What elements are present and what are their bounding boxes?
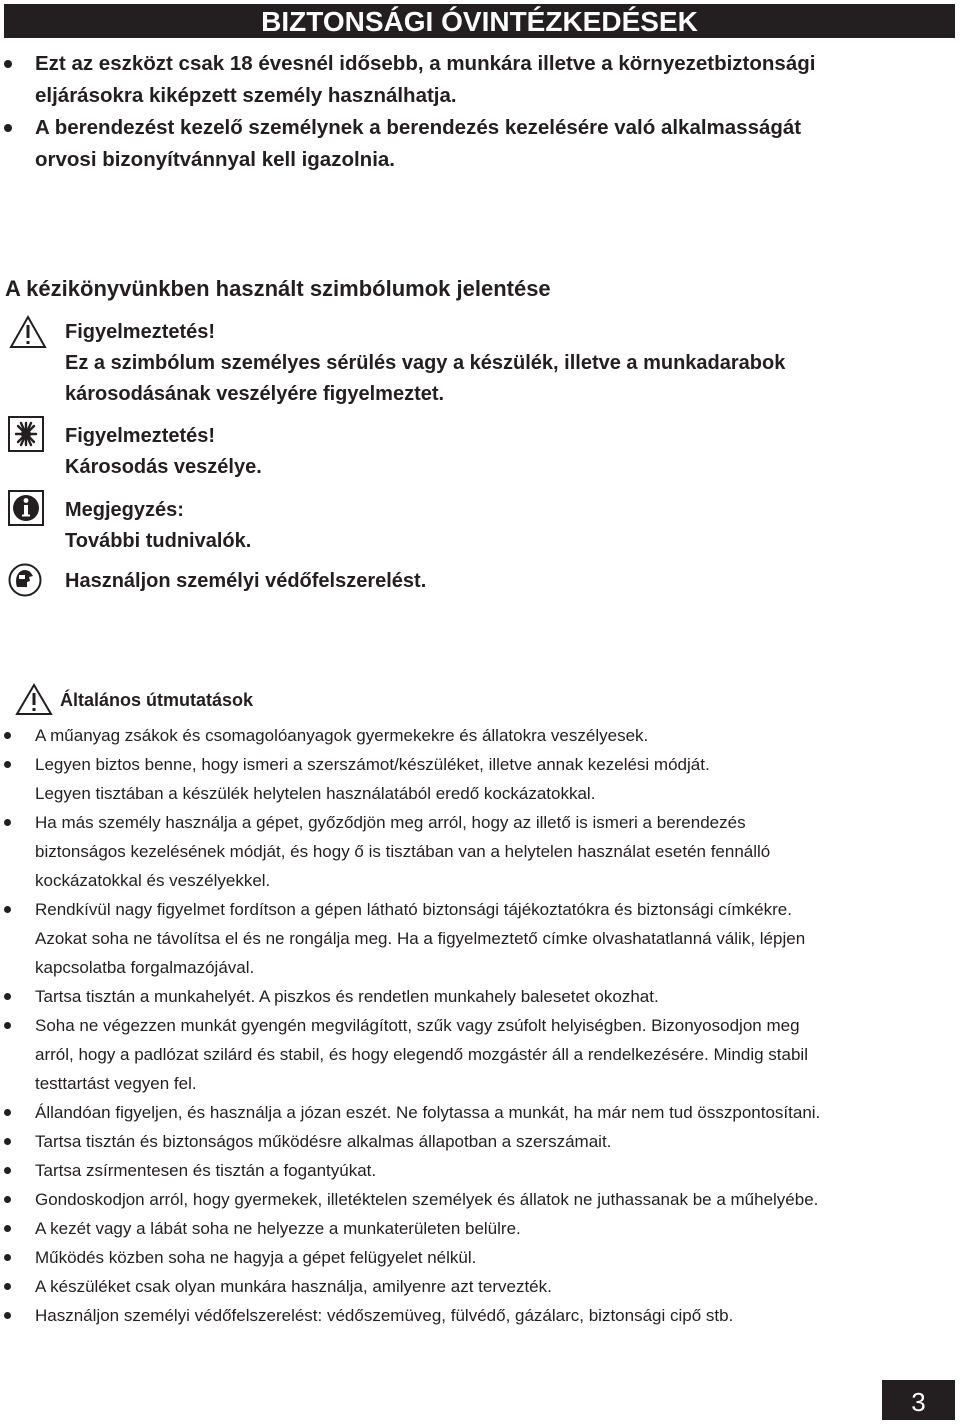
list-item-text: Legyen biztos benne, hogy ismeri a szerszámot/készüléket, illetve annak kezelési módját. [35,755,710,774]
list-item [0,1214,945,1243]
list-item-text: Rendkívül nagy figyelmet fordítson a gépen látható biztonsági tájékoztatókra és biztonsági címkékre. [35,900,792,919]
bullet-dot [4,1109,11,1116]
bullet-dot [4,732,11,739]
general-instructions-list [0,721,960,1330]
warning-triangle-icon [8,314,48,350]
list-item-text: A műanyag zsákok és csomagolóanyagok gyermekekre és állatokra veszélyesek. [35,726,649,745]
symbol-title: Megjegyzés: [65,499,184,521]
bullet-dot [4,1312,11,1319]
symbols-heading: A kézikönyvünkben használt szimbólumok jelentése [5,276,551,301]
bullet-dot [4,819,11,826]
list-item-text: kockázatokkal és veszélyekkel. [35,871,271,890]
symbol-description: Ez a szimbólum személyes sérülés vagy a készülék, illetve a munkadarabok [65,352,786,374]
list-item-text: kapcsolatba forgalmazójával. [35,958,255,977]
list-item [0,808,945,895]
warning-triangle-icon [14,683,54,717]
list-item [0,1127,945,1156]
protective-gear-icon [8,563,42,597]
bullet-dot [4,1196,11,1203]
list-item [0,1243,945,1272]
symbol-title: Használjon személyi védőfelszerelést. [65,570,427,592]
list-item [0,982,945,1011]
list-item-text: Tartsa tisztán és biztonságos működésre alkalmas állapotban a szerszámait. [35,1132,612,1151]
bullet-dot [4,1167,11,1174]
page-number: 3 [882,1380,955,1420]
bullet-dot [4,1225,11,1232]
symbol-description: További tudnivalók. [65,530,252,552]
list-item-text: testtartást vegyen fel. [35,1074,197,1093]
bullet-dot [4,1283,11,1290]
symbol-description: Károsodás veszélye. [65,456,262,478]
bullet-dot [4,993,11,1000]
bullet-dot [4,1138,11,1145]
list-item-text: Működés közben soha ne hagyja a gépet felügyelet nélkül. [35,1248,477,1267]
general-instructions-heading: Általános útmutatások [60,690,254,710]
symbol-title: Figyelmeztetés! [65,425,216,447]
list-item [0,721,945,750]
list-item-text: A készüléket csak olyan munkára használja, amilyenre azt tervezték. [35,1277,552,1296]
page-title: BIZTONSÁGI ÓVINTÉZKEDÉSEK [4,4,955,38]
bullet-dot [4,1254,11,1261]
bullet-dot [4,60,12,68]
list-item-text: Ezt az eszközt csak 18 évesnél idősebb, a munkára illetve a környezetbiztonsági [35,52,816,75]
list-item [0,1272,945,1301]
list-item-text: A berendezést kezelő személynek a berendezés kezelésére való alkalmasságát [35,116,802,139]
damage-warning-icon [8,416,44,452]
list-item-text: orvosi bizonyítvánnyal kell igazolnia. [35,148,395,171]
bullet-dot [4,124,12,132]
list-item [0,1301,945,1330]
requirements-list [0,48,960,176]
list-item [0,1185,945,1214]
bullet-dot [4,906,11,913]
list-item [0,112,955,176]
list-item [0,1011,945,1098]
bullet-dot [4,1022,11,1029]
list-item [0,895,945,982]
list-item-text: arról, hogy a padlózat szilárd és stabil, és hogy elegendő mozgástér áll a rendelkezésére. Mindig stabil [35,1045,808,1064]
list-item-text: Állandóan figyeljen, és használja a józan eszét. Ne folytassa a munkát, ha már nem tud összpontosítani. [35,1103,821,1122]
bullet-dot [4,761,11,768]
list-item-text: biztonságos kezelésének módját, és hogy ő is tisztában van a helytelen használat esetén fennálló [35,842,771,861]
info-icon [8,490,44,526]
list-item [0,1098,945,1127]
list-item-text: Azokat soha ne távolítsa el és ne rongálja meg. Ha a figyelmeztető címke olvashatatlanná válik, lépjen [35,929,806,948]
list-item-text: Legyen tisztában a készülék helytelen használatából eredő kockázatokkal. [35,784,596,803]
list-item [0,48,955,112]
symbol-title: Figyelmeztetés! [65,321,216,343]
list-item-text: eljárásokra kiképzett személy használhatja. [35,84,457,107]
symbol-description: károsodásának veszélyére figyelmeztet. [65,383,445,405]
list-item [0,1156,945,1185]
list-item-text: Tartsa zsírmentesen és tisztán a fogantyúkat. [35,1161,377,1180]
list-item-text: Soha ne végezzen munkát gyengén megvilágított, szűk vagy zsúfolt helyiségben. Bizonyosodjon meg [35,1016,800,1035]
list-item [0,750,945,808]
list-item-text: Ha más személy használja a gépet, győződjön meg arról, hogy az illető is ismeri a berendezés [35,813,746,832]
list-item-text: A kezét vagy a lábát soha ne helyezze a munkaterületen belülre. [35,1219,521,1238]
list-item-text: Használjon személyi védőfelszerelést: védőszemüveg, fülvédő, gázálarc, biztonsági cipő stb. [35,1306,734,1325]
list-item-text: Tartsa tisztán a munkahelyét. A piszkos és rendetlen munkahely balesetet okozhat. [35,987,659,1006]
list-item-text: Gondoskodjon arról, hogy gyermekek, illetéktelen személyek és állatok ne juthassanak be a műhelyébe. [35,1190,819,1209]
